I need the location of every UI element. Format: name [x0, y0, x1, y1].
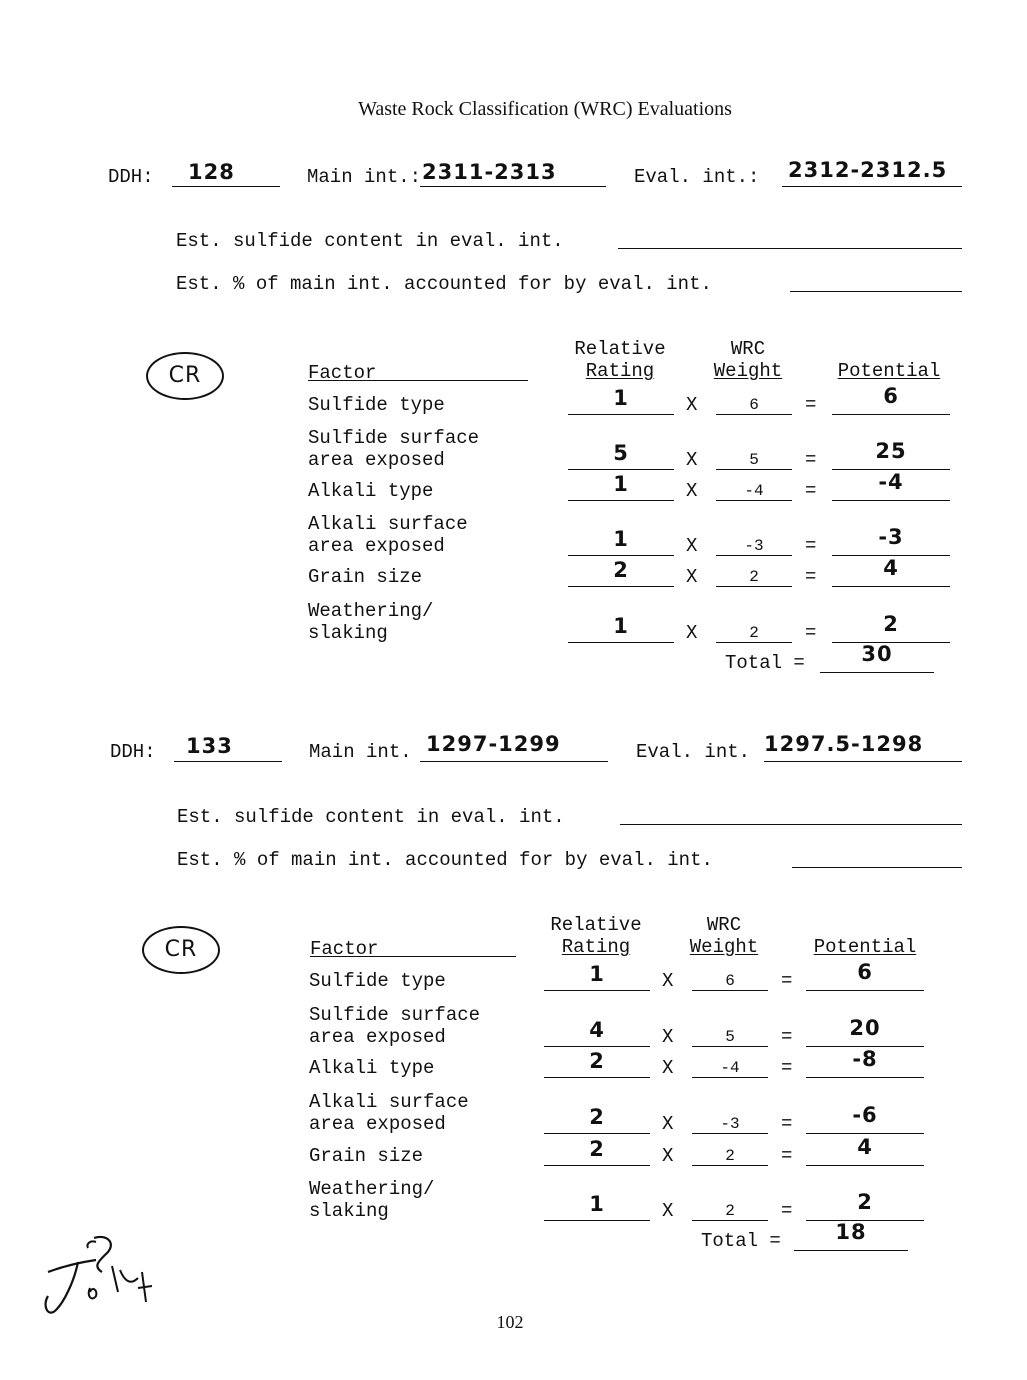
factor-label: Sulfide type	[308, 394, 445, 416]
rating-header: Rating	[561, 936, 631, 958]
weight-value: 5	[725, 1028, 735, 1046]
rating-header: Rating	[585, 360, 655, 382]
weight-value: 5	[749, 451, 759, 469]
rating-underline	[544, 990, 650, 991]
main-int-value: 1297-1299	[426, 732, 561, 756]
wrc-header: WRC	[730, 338, 766, 360]
factor-label: Alkali type	[309, 1057, 435, 1079]
relative-header: Relative	[574, 338, 666, 360]
est-percent-label: Est. % of main int. accounted for by eval. int.	[176, 273, 712, 295]
ddh-value: 128	[188, 160, 235, 184]
equals-sign: =	[781, 970, 793, 992]
est-sulfide-label: Est. sulfide content in eval. int.	[176, 230, 564, 252]
factor-label-line2: area exposed	[308, 449, 445, 471]
ddh-value: 133	[186, 734, 233, 758]
rating-underline	[544, 1165, 650, 1166]
total-value: 30	[861, 642, 893, 666]
est-percent-underline	[790, 291, 962, 292]
rating-underline	[568, 555, 674, 556]
weight-value: 6	[749, 396, 759, 414]
ddh-underline	[174, 761, 282, 762]
rating-value: 1	[589, 962, 605, 986]
times-sign: X	[662, 1026, 674, 1048]
equals-sign: =	[805, 449, 817, 471]
weight-value: -3	[744, 537, 764, 555]
potential-value: 6	[883, 384, 899, 408]
factor-label-line2: area exposed	[308, 535, 445, 557]
times-sign: X	[662, 970, 674, 992]
equals-sign: =	[805, 535, 817, 557]
potential-value: 2	[883, 612, 899, 636]
factor-header-underline	[308, 380, 528, 381]
rating-underline	[544, 1133, 650, 1134]
equals-sign: =	[781, 1113, 793, 1135]
est-sulfide-underline	[620, 824, 962, 825]
factor-label: Weathering/	[309, 1178, 435, 1200]
equals-sign: =	[781, 1026, 793, 1048]
potential-value: -8	[852, 1047, 878, 1071]
rating-value: 2	[589, 1105, 605, 1129]
ddh-underline	[172, 186, 280, 187]
rating-underline	[544, 1046, 650, 1047]
main-int-label: Main int.	[309, 741, 412, 763]
rating-value: 2	[589, 1137, 605, 1161]
main-int-value: 2311-2313	[422, 160, 557, 184]
factor-label: Grain size	[309, 1145, 424, 1167]
factor-label: Alkali surface	[309, 1091, 469, 1113]
factor-label: Grain size	[308, 566, 423, 588]
total-underline	[794, 1250, 908, 1251]
weight-value: -4	[720, 1059, 740, 1077]
equals-sign: =	[805, 480, 817, 502]
rating-value: 4	[589, 1018, 605, 1042]
ddh-label: DDH:	[108, 166, 154, 188]
factor-header: Factor	[310, 938, 379, 960]
factor-header-underline	[310, 956, 516, 957]
rating-underline	[568, 586, 674, 587]
factor-label-line2: area exposed	[309, 1113, 446, 1135]
est-sulfide-underline	[618, 248, 962, 249]
equals-sign: =	[781, 1145, 793, 1167]
relative-header: Relative	[550, 914, 642, 936]
weight-header: Weight	[713, 360, 783, 382]
rating-value: 5	[613, 441, 629, 465]
rating-underline	[568, 642, 674, 643]
times-sign: X	[686, 566, 698, 588]
weight-value: 6	[725, 972, 735, 990]
rating-value: 1	[613, 472, 629, 496]
est-sulfide-label: Est. sulfide content in eval. int.	[177, 806, 565, 828]
potential-value: 20	[849, 1016, 881, 1040]
potential-value: -6	[852, 1103, 878, 1127]
signature-drawing	[34, 1232, 164, 1328]
equals-sign: =	[805, 394, 817, 416]
main-int-underline	[420, 761, 608, 762]
times-sign: X	[686, 622, 698, 644]
eval-int-underline	[764, 761, 962, 762]
page-number: 102	[496, 1312, 524, 1332]
rating-underline	[568, 414, 674, 415]
cr-stamp: CR	[146, 352, 224, 400]
factor-label-line2: slaking	[309, 1200, 389, 1222]
wrc-header: WRC	[706, 914, 742, 936]
times-sign: X	[662, 1145, 674, 1167]
total-label: Total =	[725, 652, 805, 674]
weight-value: -4	[744, 482, 764, 500]
eval-int-value: 1297.5-1298	[764, 732, 924, 756]
potential-value: 25	[875, 439, 907, 463]
factor-label: Alkali type	[308, 480, 434, 502]
rating-underline	[544, 1077, 650, 1078]
total-value: 18	[835, 1220, 867, 1244]
signature-initials	[34, 1232, 164, 1328]
times-sign: X	[686, 535, 698, 557]
times-sign: X	[686, 394, 698, 416]
potential-value: 6	[857, 960, 873, 984]
potential-underline	[832, 414, 950, 415]
times-sign: X	[662, 1057, 674, 1079]
times-sign: X	[662, 1113, 674, 1135]
weight-value: 2	[725, 1147, 735, 1165]
est-percent-label: Est. % of main int. accounted for by eval. int.	[177, 849, 713, 871]
times-sign: X	[662, 1200, 674, 1222]
times-sign: X	[686, 480, 698, 502]
equals-sign: =	[805, 566, 817, 588]
total-label: Total =	[701, 1230, 781, 1252]
weight-value: 2	[749, 568, 759, 586]
factor-label: Sulfide surface	[309, 1004, 481, 1026]
potential-header: Potential	[837, 360, 941, 382]
main-int-underline	[420, 186, 606, 187]
factor-label-line2: area exposed	[309, 1026, 446, 1048]
weight-value: -3	[720, 1115, 740, 1133]
rating-value: 2	[589, 1049, 605, 1073]
eval-int-label: Eval. int.	[636, 741, 751, 763]
potential-value: -3	[878, 525, 904, 549]
factor-header: Factor	[308, 362, 377, 384]
potential-underline	[806, 1133, 924, 1134]
main-int-label: Main int.:	[307, 166, 422, 188]
ddh-label: DDH:	[110, 741, 156, 763]
rating-underline	[568, 469, 674, 470]
potential-underline	[832, 500, 950, 501]
rating-value: 1	[613, 527, 629, 551]
rating-underline	[568, 500, 674, 501]
eval-int-value: 2312-2312.5	[788, 158, 948, 182]
eval-int-label: Eval. int.:	[634, 166, 760, 188]
factor-label: Weathering/	[308, 600, 434, 622]
factor-label-line2: slaking	[308, 622, 388, 644]
rating-value: 1	[613, 614, 629, 638]
potential-underline	[832, 586, 950, 587]
total-underline	[820, 672, 934, 673]
potential-underline	[806, 1077, 924, 1078]
rating-value: 1	[589, 1192, 605, 1216]
equals-sign: =	[781, 1200, 793, 1222]
potential-header: Potential	[813, 936, 917, 958]
potential-underline	[806, 990, 924, 991]
potential-value: 2	[857, 1190, 873, 1214]
est-percent-underline	[792, 867, 962, 868]
factor-label: Sulfide type	[309, 970, 446, 992]
weight-value: 2	[749, 624, 759, 642]
weight-header: Weight	[689, 936, 759, 958]
rating-value: 1	[613, 386, 629, 410]
rating-value: 2	[613, 558, 629, 582]
rating-underline	[544, 1220, 650, 1221]
weight-value: 2	[725, 1202, 735, 1220]
equals-sign: =	[781, 1057, 793, 1079]
factor-label: Alkali surface	[308, 513, 468, 535]
cr-stamp: CR	[142, 926, 220, 974]
equals-sign: =	[805, 622, 817, 644]
factor-label: Sulfide surface	[308, 427, 480, 449]
eval-int-underline	[782, 186, 962, 187]
page-title: Waste Rock Classification (WRC) Evaluations	[358, 98, 732, 120]
potential-value: 4	[857, 1135, 873, 1159]
potential-value: 4	[883, 556, 899, 580]
potential-value: -4	[878, 470, 904, 494]
times-sign: X	[686, 449, 698, 471]
potential-underline	[806, 1165, 924, 1166]
